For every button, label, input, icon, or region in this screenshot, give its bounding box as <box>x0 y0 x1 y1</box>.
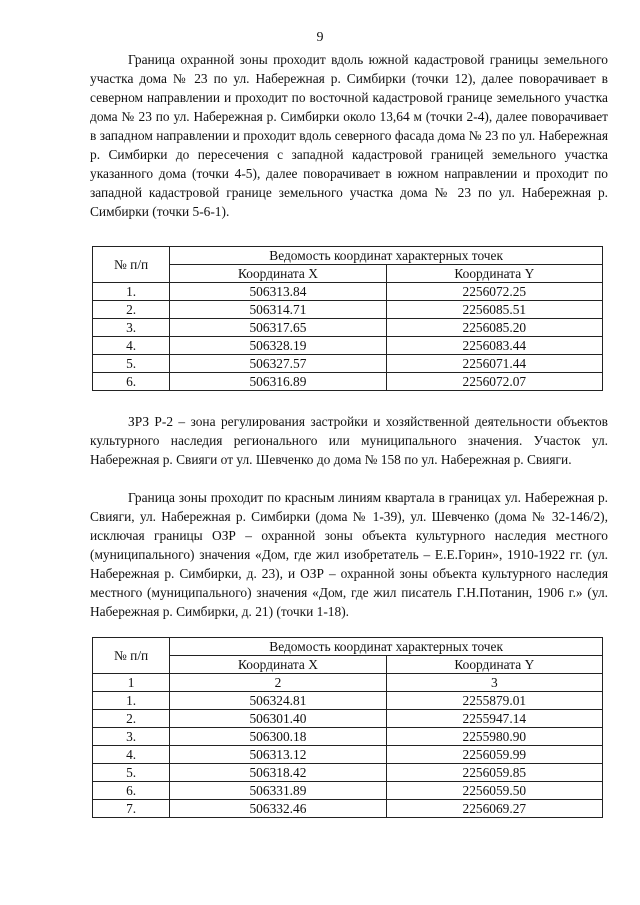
table-row <box>93 319 603 337</box>
cell-number: 4. <box>93 337 170 355</box>
cell-y: 2256072.07 <box>386 373 602 391</box>
cell-x: 506328.19 <box>170 337 386 355</box>
cell-y: 2256069.27 <box>386 800 602 818</box>
cell-x: 506313.84 <box>170 283 386 301</box>
paragraph-zone-boundary: Граница зоны проходит по красным линиям квартала в границах ул. Набережная р. Свияги, ул. Набережная р. Симбирки (дома № 1-39), ул. Шевченко (дома № 32-146/2), исключая границы ОЗР – охранной зоны объекта культурного наследия местного (муниципального) значения «Дом, где жил изобретатель – Е.Е.Горин», 1910-1922 гг. (ул. Набережная р. Симбирки, д. 23), и ОЗР – охранной зоны объекта культурного наследия местного (муниципального) значения «Дом, где жил писатель Г.Н.Потанин, 1906 г.» (ул. Набережная р. Симбирки, д. 21) (точки 1-18). <box>90 490 608 619</box>
page-number: 9 <box>316 30 324 45</box>
cell-number: 1 <box>93 674 170 692</box>
coordinates-table-1 <box>92 246 603 391</box>
cell-number: 6. <box>93 782 170 800</box>
table-row <box>93 301 603 319</box>
table-row <box>93 764 603 782</box>
cell-y: 2256085.20 <box>386 319 602 337</box>
cell-y: 2256072.25 <box>386 283 602 301</box>
paragraph-boundary-description: Граница охранной зоны проходит вдоль южной кадастровой границы земельного участка дома № 23 по ул. Набережная р. Симбирки (точки 12), далее поворачивает в северном направлении и проходит по восточной кадастровой границе земельного участка дома № 23 по ул. Набережная р. Симбирки около 13,64 м (точки 2-4), далее поворачивает в западном направлении и проходит вдоль северного фасада дома № 23 по ул. Набережная р. Симбирки до пересечения с западной кадастровой границей земельного участка указанного дома (точки 4-5), далее поворачивает в южном направлении и проходит по западной кадастровой границе земельного участка дома № 23 по ул. Набережная р. Симбирки (точки 5-6-1). <box>90 52 608 219</box>
cell-y: 3 <box>386 674 602 692</box>
cell-number: 2. <box>93 301 170 319</box>
cell-number: 2. <box>93 710 170 728</box>
table-header-x: Координата X <box>170 656 386 674</box>
cell-y: 2256071.44 <box>386 355 602 373</box>
table-header-y: Координата Y <box>386 265 602 283</box>
cell-y: 2255879.01 <box>386 692 602 710</box>
paragraph-zone-definition: ЗРЗ Р-2 – зона регулирования застройки и хозяйственной деятельности объектов культурного наследия регионального или муниципального значения. Участок ул. Набережная р. Свияги от ул. Шевченко до дома № 158 по ул. Набережная р. Свияги. <box>90 414 608 467</box>
table-header-y: Координата Y <box>386 656 602 674</box>
table-body <box>93 283 603 391</box>
table-row <box>93 782 603 800</box>
cell-x: 506332.46 <box>170 800 386 818</box>
cell-number: 5. <box>93 764 170 782</box>
table-row <box>93 746 603 764</box>
cell-number: 3. <box>93 728 170 746</box>
table-row <box>93 692 603 710</box>
cell-x: 506301.40 <box>170 710 386 728</box>
cell-x: 506331.89 <box>170 782 386 800</box>
cell-number: 5. <box>93 355 170 373</box>
table-body <box>93 674 603 818</box>
table-header-group: Ведомость координат характерных точек <box>170 247 603 265</box>
cell-number: 1. <box>93 283 170 301</box>
cell-x: 506327.57 <box>170 355 386 373</box>
cell-x: 506300.18 <box>170 728 386 746</box>
table-row <box>93 283 603 301</box>
cell-x: 506317.65 <box>170 319 386 337</box>
cell-x: 506316.89 <box>170 373 386 391</box>
table-header-number: № п/п <box>93 247 170 283</box>
cell-y: 2256059.85 <box>386 764 602 782</box>
cell-x: 2 <box>170 674 386 692</box>
table-header-group: Ведомость координат характерных точек <box>170 638 603 656</box>
table-row <box>93 710 603 728</box>
cell-number: 4. <box>93 746 170 764</box>
coordinates-table-2 <box>92 637 603 818</box>
table-row <box>93 728 603 746</box>
cell-y: 2256059.50 <box>386 782 602 800</box>
cell-x: 506324.81 <box>170 692 386 710</box>
cell-y: 2255947.14 <box>386 710 602 728</box>
table-index-row <box>93 674 603 692</box>
cell-number: 7. <box>93 800 170 818</box>
cell-number: 1. <box>93 692 170 710</box>
table-header-x: Координата X <box>170 265 386 283</box>
table-row <box>93 337 603 355</box>
cell-x: 506318.42 <box>170 764 386 782</box>
cell-y: 2256059.99 <box>386 746 602 764</box>
table-row <box>93 355 603 373</box>
table-header-number: № п/п <box>93 638 170 674</box>
cell-number: 6. <box>93 373 170 391</box>
table-row <box>93 800 603 818</box>
cell-x: 506313.12 <box>170 746 386 764</box>
cell-number: 3. <box>93 319 170 337</box>
cell-x: 506314.71 <box>170 301 386 319</box>
cell-y: 2256083.44 <box>386 337 602 355</box>
cell-y: 2256085.51 <box>386 301 602 319</box>
table-row <box>93 373 603 391</box>
cell-y: 2255980.90 <box>386 728 602 746</box>
